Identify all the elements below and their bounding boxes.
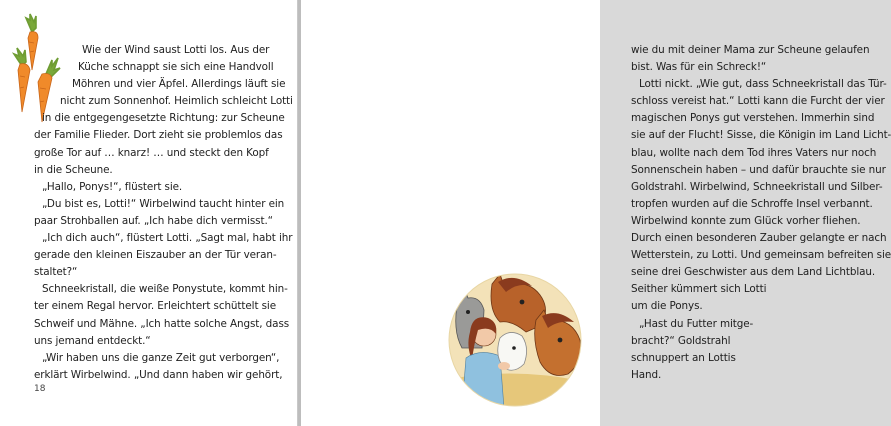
text-line: „Du bist es, Lotti!“ Wirbelwind taucht hinter ein bbox=[42, 197, 285, 210]
text-line: nicht zum Sonnenhof. Heimlich schleicht Lotti bbox=[60, 95, 293, 108]
text-line: tropfen wurden auf die Schroffe Insel verbannt. bbox=[631, 197, 873, 210]
text-line: Wie der Wind saust Lotti los. Aus der bbox=[82, 44, 270, 56]
left-page bbox=[0, 0, 298, 426]
text-line: seine drei Geschwister aus dem Land Lichtblau. bbox=[631, 266, 876, 279]
text-line: blau, wollte nach dem Tod ihres Vaters nur noch bbox=[631, 146, 877, 159]
text-line: schloss vereist hat.“ Lotti kann die Furcht der vier bbox=[631, 95, 885, 108]
text-line: ter einem Regal hervor. Erleichtert schüttelt sie bbox=[34, 300, 277, 313]
text-line: bracht?“ Goldstrahl bbox=[631, 334, 731, 347]
text-line: erklärt Wirbelwind. „Und dann haben wir gehört, bbox=[34, 368, 283, 381]
text-line: in die Scheune. bbox=[34, 163, 113, 176]
text-line: schnuppert an Lottis bbox=[631, 351, 736, 364]
text-line: magischen Ponys gut verstehen. Immerhin sind bbox=[631, 112, 875, 125]
text-line: der Familie Flieder. Dort zieht sie problemlos das bbox=[34, 129, 283, 142]
text-line: Schweif und Mähne. „Ich hatte solche Angst, dass bbox=[34, 317, 290, 330]
text-line: Schneekristall, die weiße Ponystute, kommt hin- bbox=[42, 283, 288, 296]
text-line: Möhren und vier Äpfel. Allerdings läuft sie bbox=[72, 78, 286, 91]
girl-with-ponies-illustration bbox=[444, 270, 586, 408]
text-line: Wetterstein, zu Lotti. Und gemeinsam befreiten sie bbox=[631, 249, 891, 262]
text-line: bist. Was für ein Schreck!“ bbox=[631, 61, 767, 74]
text-line: „Hallo, Ponys!“, flüstert sie. bbox=[42, 180, 183, 193]
text-line: Lotti nickt. „Wie gut, dass Schneekristall das Tür- bbox=[639, 78, 887, 91]
text-line: sie auf der Flucht! Sisse, die Königin im Land Licht- bbox=[631, 129, 891, 142]
text-line: staltet?“ bbox=[34, 266, 78, 279]
text-line: Goldstrahl. Wirbelwind, Schneekristall und Silber- bbox=[631, 180, 883, 193]
text-line: „Hast du Futter mitge- bbox=[639, 317, 754, 330]
left-page-text bbox=[34, 42, 293, 384]
page-number: 18 bbox=[34, 384, 46, 394]
right-page bbox=[301, 0, 891, 426]
text-line: Seither kümmert sich Lotti bbox=[631, 283, 767, 296]
right-page-text bbox=[631, 42, 891, 384]
text-line: uns jemand entdeckt.“ bbox=[34, 334, 151, 347]
text-line: „Ich dich auch“, flüstert Lotti. „Sagt mal, habt ihr bbox=[42, 232, 293, 245]
text-line: Durch einen besonderen Zauber gelangte er nach bbox=[631, 232, 887, 245]
text-line: wie du mit deiner Mama zur Scheune gelaufen bbox=[631, 44, 870, 56]
text-line: gerade den kleinen Eiszauber an der Tür veran- bbox=[34, 249, 277, 262]
text-line: paar Strohballen auf. „Ich habe dich vermisst.“ bbox=[34, 214, 273, 227]
text-line: große Tor auf … knarz! … und steckt den Kopf bbox=[34, 146, 269, 159]
text-line: um die Ponys. bbox=[631, 300, 703, 313]
text-line: Küche schnappt sie sich eine Handvoll bbox=[78, 61, 274, 74]
text-line: in die entgegengesetzte Richtung: zur Scheune bbox=[42, 112, 285, 125]
text-line: Sonnenschein haben – und dafür brauchte sie nur bbox=[631, 163, 886, 176]
text-line: Wirbelwind konnte zum Glück vorher fliehen. bbox=[631, 214, 861, 227]
text-line: Hand. bbox=[631, 368, 662, 381]
text-line: „Wir haben uns die ganze Zeit gut verborgen“, bbox=[42, 351, 280, 364]
